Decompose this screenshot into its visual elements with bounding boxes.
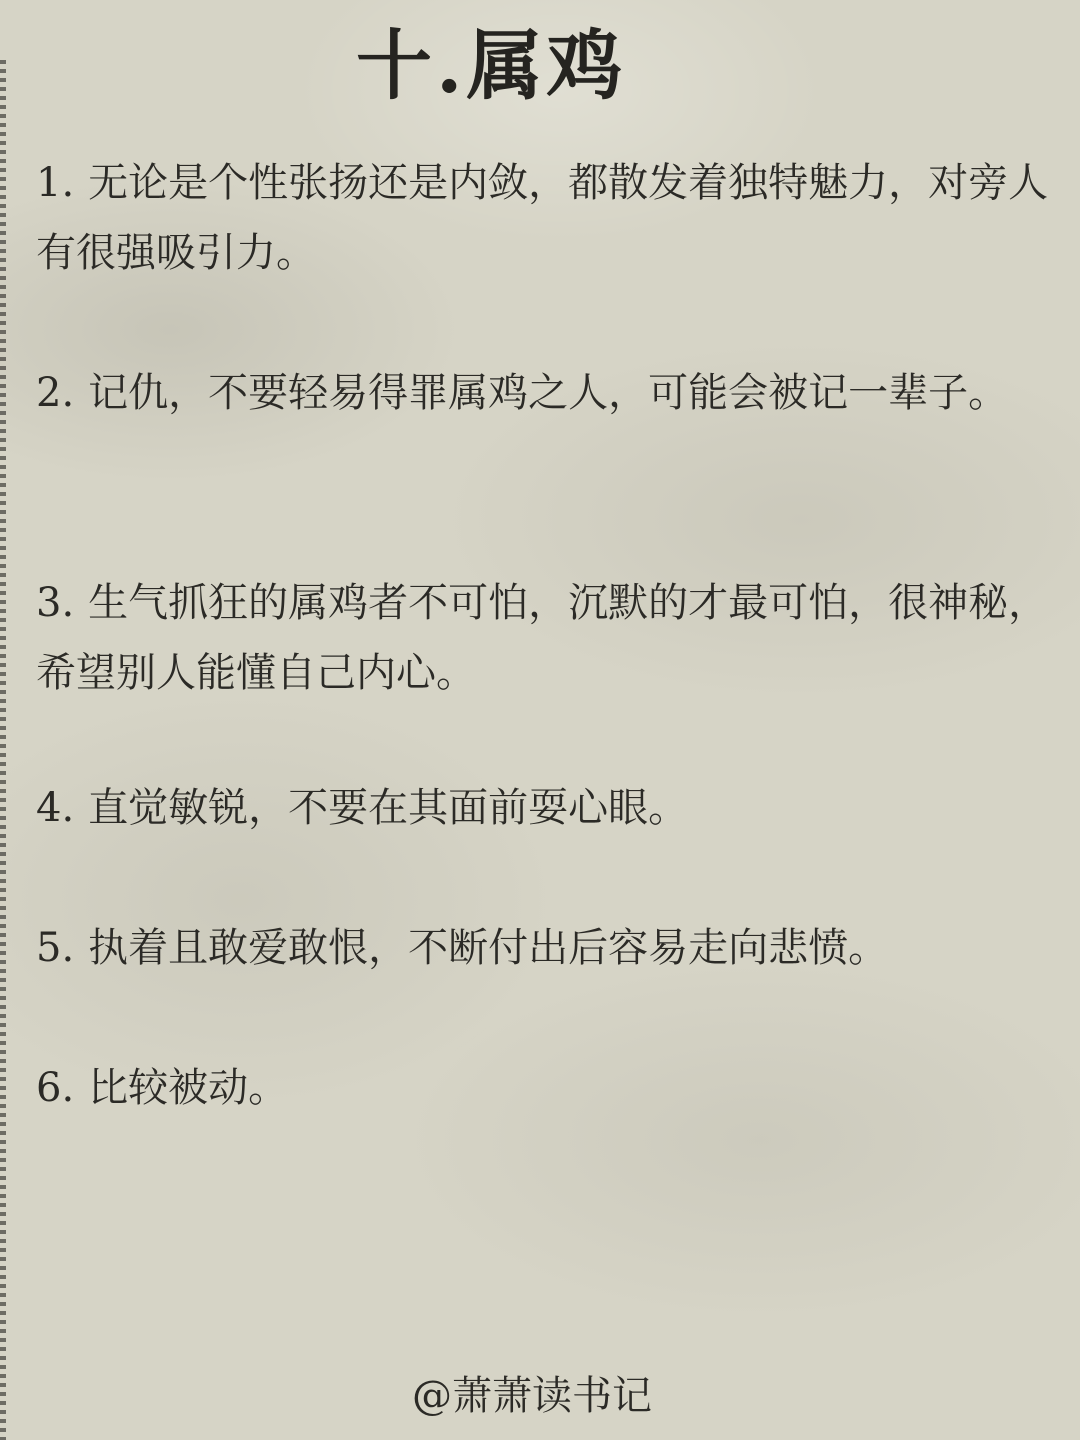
list-item (36, 148, 1056, 288)
page-title: 十.属鸡 (356, 21, 627, 110)
list-item (36, 358, 1008, 428)
item-number: 2. (36, 370, 75, 416)
item-text: 记仇，不要轻易得罪属鸡之人，可能会被记一辈子。 (88, 370, 1009, 416)
item-text: 生气抓狂的属鸡者不可怕，沉默的才最可怕，很神秘，希望别人能懂自己内心。 (36, 580, 1049, 696)
item-number: 3. (36, 580, 75, 626)
list-item (36, 773, 688, 843)
item-text: 无论是个性张扬还是内敛，都散发着独特魅力，对旁人有很强吸引力。 (36, 160, 1049, 276)
list-item (36, 568, 1056, 708)
item-number: 1. (36, 160, 75, 206)
author-watermark: @萧萧读书记 (412, 1373, 652, 1419)
list-item (36, 1053, 288, 1123)
item-number: 6. (36, 1065, 75, 1111)
notebook-binding-edge (0, 60, 6, 1440)
item-number: 4. (36, 785, 75, 831)
list-item (36, 913, 888, 983)
item-text: 直觉敏锐，不要在其面前耍心眼。 (88, 785, 689, 831)
item-number: 5. (36, 925, 75, 971)
item-text: 执着且敢爱敢恨，不断付出后容易走向悲愤。 (88, 925, 889, 971)
item-text: 比较被动。 (88, 1065, 289, 1111)
